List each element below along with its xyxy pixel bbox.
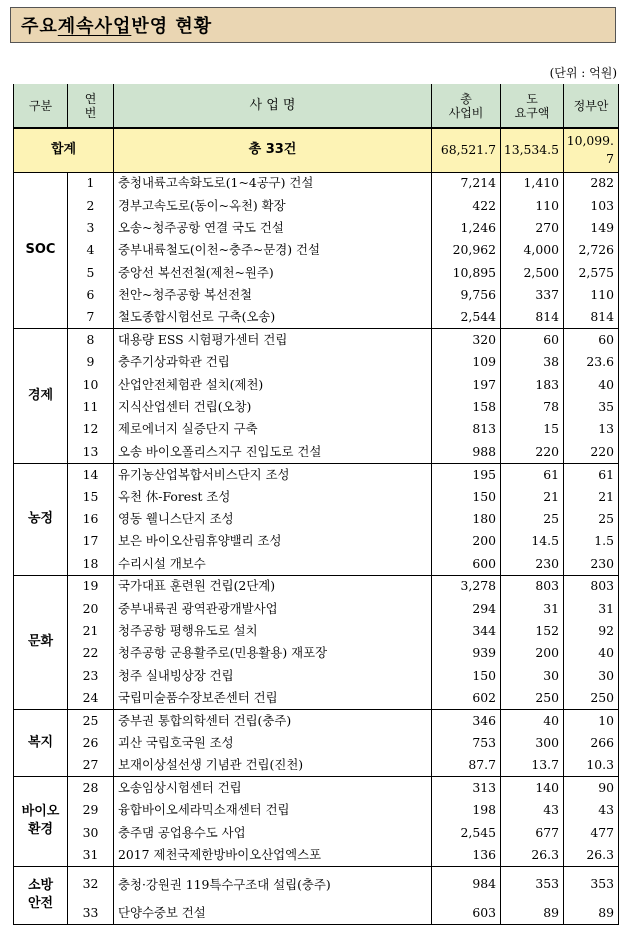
request-amount: 38 [501,351,564,373]
table-row [14,687,619,709]
table-row [14,902,619,924]
table-row [14,374,619,396]
request-amount: 183 [501,374,564,396]
project-name: 충청·강원권 119특수구조대 설립(충주) [114,866,432,902]
total-cost: 10,895 [432,262,501,284]
table-row [14,620,619,642]
unit-label: (단위 : 억원) [549,66,617,80]
total-cost: 294 [432,597,501,619]
request-amount: 31 [501,597,564,619]
row-number: 19 [68,575,114,597]
gov-amount: 31 [564,597,619,619]
row-number: 15 [68,485,114,507]
gov-amount: 61 [564,463,619,485]
gov-amount: 2,726 [564,239,619,261]
total-cost: 346 [432,709,501,731]
request-amount: 60 [501,329,564,351]
request-amount: 21 [501,485,564,507]
row-number: 21 [68,620,114,642]
project-name: 오송~청주공항 연결 국도 건설 [114,217,432,239]
total-sum: 68,521.7 [432,128,501,172]
gov-amount: 30 [564,665,619,687]
total-cost: 344 [432,620,501,642]
table-row [14,642,619,664]
table-row [14,553,619,575]
project-name: 영동 웰니스단지 조성 [114,508,432,530]
project-name: 2017 제천국제한방바이오산업엑스포 [114,844,432,866]
row-number: 10 [68,374,114,396]
total-cost: 7,214 [432,172,501,194]
row-number: 22 [68,642,114,664]
request-amount: 152 [501,620,564,642]
table-row [14,329,619,351]
project-name: 중부권 통합의학센터 건립(충주) [114,709,432,731]
row-number: 24 [68,687,114,709]
gov-amount: 814 [564,306,619,328]
total-cost: 20,962 [432,239,501,261]
project-name: 수리시설 개보수 [114,553,432,575]
table-row [14,575,619,597]
request-amount: 89 [501,902,564,924]
project-name: 중부내륙권 광역관광개발사업 [114,597,432,619]
table-row [14,217,619,239]
row-number: 28 [68,777,114,799]
gov-amount: 21 [564,485,619,507]
row-number: 25 [68,709,114,731]
header-total: 총 사업비 [432,84,501,128]
total-cost: 988 [432,441,501,463]
total-cost: 603 [432,902,501,924]
category-cell: 농정 [14,463,68,575]
row-number: 13 [68,441,114,463]
table-row [14,351,619,373]
gov-amount: 60 [564,329,619,351]
table-row [14,665,619,687]
total-cost: 87.7 [432,754,501,776]
project-name: 국립미술품수장보존센터 건립 [114,687,432,709]
gov-amount: 250 [564,687,619,709]
gov-amount: 803 [564,575,619,597]
total-cost: 180 [432,508,501,530]
total-cost: 313 [432,777,501,799]
page-title [10,7,616,43]
row-number: 4 [68,239,114,261]
project-name: 중부내륙철도(이천~충주~문경) 건설 [114,239,432,261]
row-number: 16 [68,508,114,530]
gov-amount: 220 [564,441,619,463]
table-row [14,284,619,306]
project-name: 청주 실내빙상장 건립 [114,665,432,687]
row-number: 5 [68,262,114,284]
category-cell: 소방 안전 [14,866,68,924]
title-prefix: 주요 [21,16,58,37]
request-amount: 1,410 [501,172,564,194]
category-cell: 바이오 환경 [14,777,68,867]
project-name: 중앙선 복선전철(제천~원주) [114,262,432,284]
total-cost: 136 [432,844,501,866]
project-name: 제로에너지 실증단지 구축 [114,418,432,440]
total-cost: 198 [432,799,501,821]
row-number: 6 [68,284,114,306]
gov-amount: 477 [564,821,619,843]
gov-amount: 90 [564,777,619,799]
project-name: 보재이상설선생 기념관 건립(진천) [114,754,432,776]
project-name: 오송 바이오폴리스지구 진입도로 건설 [114,441,432,463]
total-cost: 158 [432,396,501,418]
header-gov: 정부안 [564,84,619,128]
table-row [14,754,619,776]
row-number: 33 [68,902,114,924]
row-number: 26 [68,732,114,754]
row-number: 27 [68,754,114,776]
gov-amount: 230 [564,553,619,575]
project-name: 충주기상과학관 건립 [114,351,432,373]
project-name: 단양수중보 건설 [114,902,432,924]
total-label: 합계 [14,128,114,172]
total-cost: 320 [432,329,501,351]
row-number: 2 [68,194,114,216]
row-number: 17 [68,530,114,552]
table-row [14,306,619,328]
request-amount: 110 [501,194,564,216]
project-name: 지식산업센터 건립(오창) [114,396,432,418]
table-row [14,709,619,731]
gov-amount: 10 [564,709,619,731]
project-name: 오송임상시험센터 건립 [114,777,432,799]
project-table [13,84,619,925]
gov-amount: 92 [564,620,619,642]
total-cost: 3,278 [432,575,501,597]
total-cost: 939 [432,642,501,664]
row-number: 8 [68,329,114,351]
request-amount: 250 [501,687,564,709]
category-cell: SOC [14,172,68,329]
request-amount: 78 [501,396,564,418]
gov-amount: 23.6 [564,351,619,373]
header-name: 사 업 명 [114,84,432,128]
row-number: 18 [68,553,114,575]
table-row [14,844,619,866]
title-suffix: 반영 현황 [131,16,213,37]
gov-amount: 13 [564,418,619,440]
project-name: 괴산 국립호국원 조성 [114,732,432,754]
project-name: 국가대표 훈련원 건립(2단계) [114,575,432,597]
gov-amount: 103 [564,194,619,216]
header-request: 도 요구액 [501,84,564,128]
row-number: 12 [68,418,114,440]
request-amount: 814 [501,306,564,328]
gov-amount: 2,575 [564,262,619,284]
total-cost: 1,246 [432,217,501,239]
gov-amount: 10.3 [564,754,619,776]
total-cost: 753 [432,732,501,754]
gov-amount: 266 [564,732,619,754]
project-name: 보은 바이오산림휴양밸리 조성 [114,530,432,552]
request-amount: 30 [501,665,564,687]
category-cell: 문화 [14,575,68,709]
request-amount: 270 [501,217,564,239]
gov-amount: 149 [564,217,619,239]
total-cost: 197 [432,374,501,396]
request-amount: 61 [501,463,564,485]
header-year: 연 번 [68,84,114,128]
total-cost: 813 [432,418,501,440]
row-number: 29 [68,799,114,821]
project-name: 경부고속도로(동이~옥천) 확장 [114,194,432,216]
table-row [14,485,619,507]
table-row [14,508,619,530]
total-cost: 150 [432,665,501,687]
project-name: 충주댐 공업용수도 사업 [114,821,432,843]
request-amount: 230 [501,553,564,575]
request-amount: 300 [501,732,564,754]
table-row [14,172,619,194]
table-row [14,463,619,485]
total-cost: 2,544 [432,306,501,328]
row-number: 31 [68,844,114,866]
total-count: 총 33건 [114,128,432,172]
request-amount: 40 [501,709,564,731]
table-row [14,821,619,843]
table-row [14,732,619,754]
gov-amount: 43 [564,799,619,821]
project-name: 유기농산업복합서비스단지 조성 [114,463,432,485]
total-cost: 200 [432,530,501,552]
project-name: 산업안전체험관 설치(제천) [114,374,432,396]
gov-amount: 89 [564,902,619,924]
total-gov: 10,099.7 [564,128,619,172]
total-cost: 109 [432,351,501,373]
table-row [14,418,619,440]
row-number: 23 [68,665,114,687]
table-row [14,799,619,821]
total-cost: 195 [432,463,501,485]
row-number: 1 [68,172,114,194]
project-name: 청주공항 군용활주로(민용활용) 재포장 [114,642,432,664]
request-amount: 2,500 [501,262,564,284]
request-amount: 353 [501,866,564,902]
total-cost: 600 [432,553,501,575]
total-cost: 984 [432,866,501,902]
total-row [14,128,619,172]
gov-amount: 282 [564,172,619,194]
request-amount: 677 [501,821,564,843]
table-row [14,441,619,463]
row-number: 9 [68,351,114,373]
gov-amount: 25 [564,508,619,530]
project-name: 대용량 ESS 시험평가센터 건립 [114,329,432,351]
row-number: 30 [68,821,114,843]
table-row [14,777,619,799]
project-name: 천안~청주공항 복선전철 [114,284,432,306]
request-amount: 26.3 [501,844,564,866]
total-cost: 602 [432,687,501,709]
row-number: 14 [68,463,114,485]
request-amount: 14.5 [501,530,564,552]
title-underlined: 계속사업 [57,16,132,37]
row-number: 32 [68,866,114,902]
table-row [14,530,619,552]
request-amount: 140 [501,777,564,799]
row-number: 20 [68,597,114,619]
gov-amount: 40 [564,642,619,664]
table-row [14,239,619,261]
row-number: 7 [68,306,114,328]
request-amount: 13.7 [501,754,564,776]
request-amount: 803 [501,575,564,597]
total-cost: 150 [432,485,501,507]
header-category: 구분 [14,84,68,128]
project-name: 옥천 休-Forest 조성 [114,485,432,507]
total-request: 13,534.5 [501,128,564,172]
project-name: 충청내륙고속화도로(1~4공구) 건설 [114,172,432,194]
table-row [14,866,619,902]
table-row [14,396,619,418]
gov-amount: 35 [564,396,619,418]
request-amount: 220 [501,441,564,463]
category-cell: 복지 [14,709,68,776]
project-name: 융합바이오세라믹소재센터 건립 [114,799,432,821]
project-name: 철도종합시험선로 구축(오송) [114,306,432,328]
row-number: 3 [68,217,114,239]
table-row [14,597,619,619]
gov-amount: 110 [564,284,619,306]
gov-amount: 40 [564,374,619,396]
table-body [14,128,619,925]
row-number: 11 [68,396,114,418]
project-name: 청주공항 평행유도로 설치 [114,620,432,642]
table-row [14,262,619,284]
gov-amount: 353 [564,866,619,902]
request-amount: 337 [501,284,564,306]
total-cost: 422 [432,194,501,216]
request-amount: 4,000 [501,239,564,261]
total-cost: 9,756 [432,284,501,306]
request-amount: 43 [501,799,564,821]
category-cell: 경제 [14,329,68,463]
table-row [14,194,619,216]
gov-amount: 26.3 [564,844,619,866]
request-amount: 200 [501,642,564,664]
request-amount: 15 [501,418,564,440]
total-cost: 2,545 [432,821,501,843]
request-amount: 25 [501,508,564,530]
gov-amount: 1.5 [564,530,619,552]
